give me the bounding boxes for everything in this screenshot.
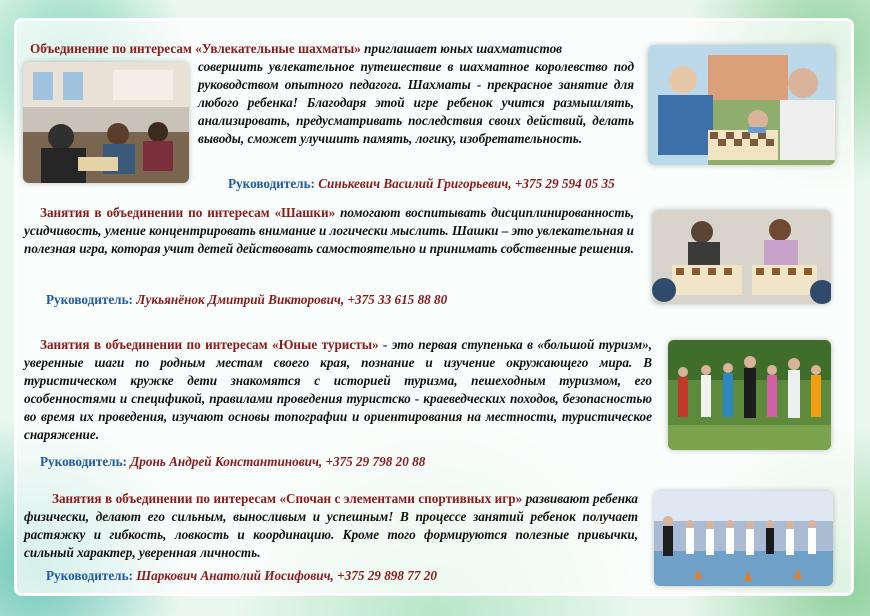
checkers-title: Занятия в объединении по интересам «Шашки»: [40, 205, 336, 220]
sport-body: [24, 490, 638, 562]
checkers-leader: [46, 291, 606, 309]
tourists-leader-label: Руководитель:: [40, 454, 127, 469]
checkers-leader-label: Руководитель:: [46, 292, 133, 307]
chess-leader: [228, 175, 648, 193]
checkers-photo-icon: [652, 210, 831, 304]
chess-body: [198, 58, 634, 148]
tourists-body-text: - это первая ступенька в «большой туризм», уверенные шаги по родным местам своего края, познание и изучение окружающего мира. В туристическом кружке дети знакомятся с историей туризма, пешеходным туризмом, его особенностями и спецификой, правилами проведения туристско - краеведческих походов, безопасностью во время их проведения, изучают основы топографии и ориентирования на местности, туристическое снаряжение.: [24, 337, 653, 442]
classroom-chess-photo-icon: [23, 62, 189, 183]
checkers-leader-name: Лукьянёнок Дмитрий Викторович, +375 33 615 88 80: [132, 292, 448, 307]
sport-leader-label: Руководитель:: [46, 568, 133, 583]
sport-leader-name: Шаркович Анатолий Иосифович, +375 29 898 77 20: [132, 568, 437, 583]
chess-body-text: совершить увлекательное путешествие в шахматное королевство под руководством опытного педагога. Шахматы - прекрасное занятие для любого ребенка! Благодаря этой игре ребенок учится размышлять, анализировать, предусматривать последствия своих действий, делать выводы, сможет улучшить память, логику, изобретательность.: [198, 59, 634, 146]
tourists-leader-name: Дронь Андрей Константинович, +375 29 798 20 88: [126, 454, 426, 469]
tourists-leader: [40, 453, 600, 471]
checkers-body-text: помогают воспитывать дисциплинированность, усидчивость, умение концентрировать внимание и логически мыслить. Шашки – это увлекательная и полезная игра, которая учит детей действовать самостоятельно и принимать собственные решения.: [24, 205, 634, 256]
chess-leader-name: Синькевич Василий Григорьевич, +375 29 594 05 35: [314, 176, 615, 191]
chess-title: Объединение по интересам «Увлекательные шахматы»: [30, 41, 361, 56]
chess-intro: [30, 40, 640, 58]
chess-intro-text: приглашает юных шахматистов: [360, 41, 563, 56]
sports-hall-photo-icon: [654, 491, 833, 586]
chess-leader-label: Руководитель:: [228, 176, 315, 191]
tourists-title: Занятия в объединении по интересам «Юные туристы»: [40, 337, 379, 352]
sport-body-text: развивают ребенка физически, делают его сильным, выносливым и успешным! В процессе занятий ребенок получает растяжку и гибкость, ловкость и координацию. Кроме того формируются полезные привычки, сильный характер, уверенная личность.: [24, 491, 638, 560]
sport-leader: [46, 567, 606, 585]
outdoor-chess-photo-icon: [648, 45, 835, 165]
tourists-photo-icon: [668, 340, 831, 450]
sport-title: Занятия в объединении по интересам «Спочан с элементами спортивных игр»: [52, 491, 523, 506]
checkers-body: [24, 204, 634, 258]
tourists-body: [24, 336, 652, 444]
